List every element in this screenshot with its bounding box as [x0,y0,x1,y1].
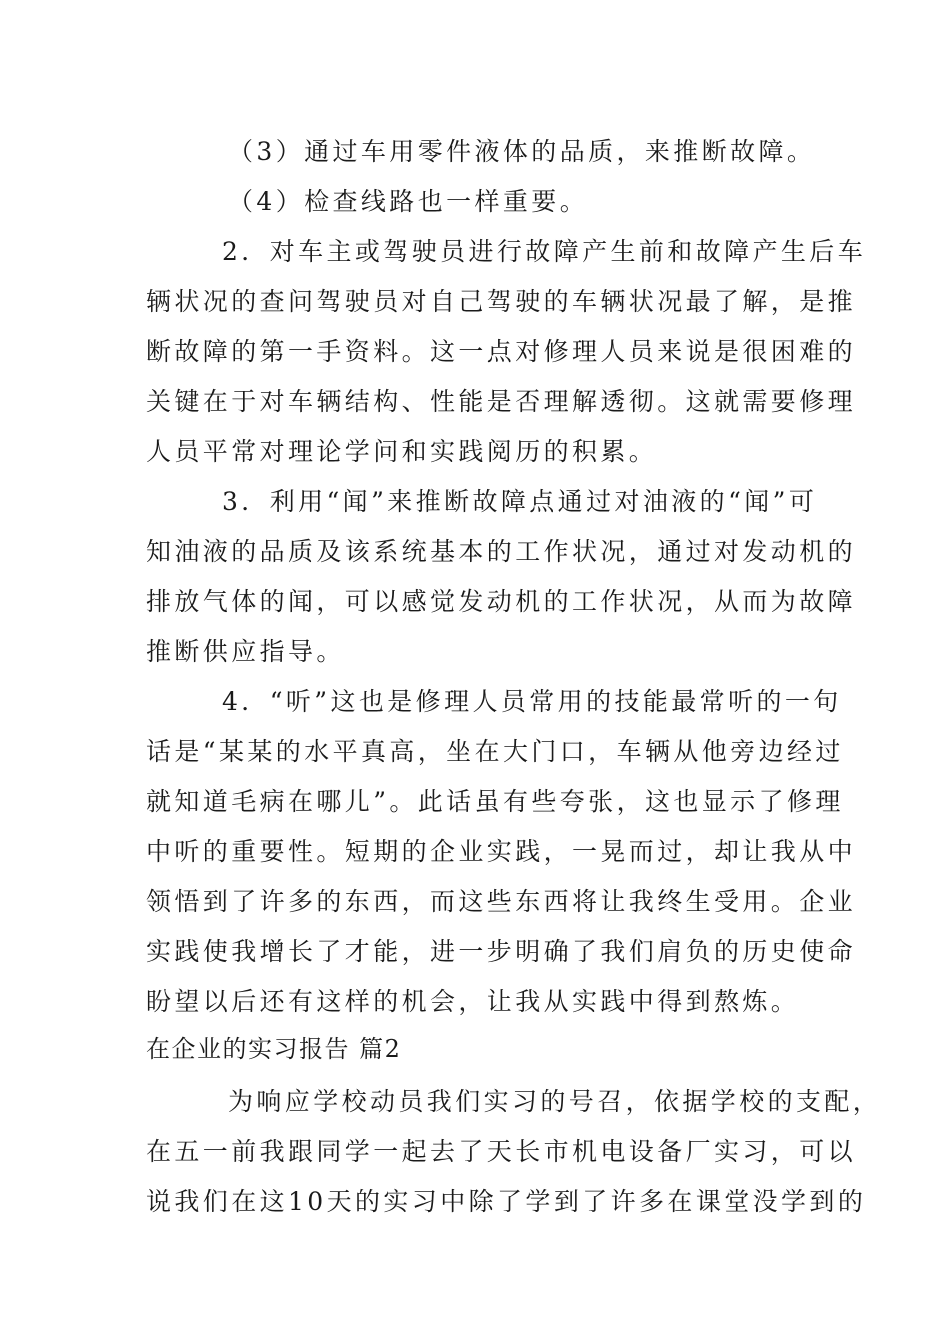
paragraph-5-line-2: 在五一前我跟同学一起去了天长市机电设备厂实习，可以 [146,1137,857,1166]
paragraph-5-line-3: 说我们在这10天的实习中除了学到了许多在课堂没学到的 [146,1187,867,1216]
paragraph-2-line-5: 人员平常对理论学问和实践阅历的积累。 [146,437,658,466]
list-item-3: （3）通过车用零件液体的品质，来推断故障。 [228,137,816,166]
paragraph-3-line-1: 3．利用“闻”来推断故障点通过对油液的“闻”可 [222,487,818,516]
paragraph-3-line-3: 排放气体的闻，可以感觉发动机的工作状况，从而为故障 [146,587,857,616]
paragraph-5-line-1: 为响应学校动员我们实习的号召，依据学校的支配， [228,1087,882,1116]
paragraph-3-line-4: 推断供应指导。 [146,637,345,666]
list-item-4: （4）检查线路也一样重要。 [228,187,589,216]
paragraph-2-line-3: 断故障的第一手资料。这一点对修理人员来说是很困难的 [146,337,857,366]
paragraph-2-line-2: 辆状况的查问驾驶员对自己驾驶的车辆状况最了解，是推 [146,287,857,316]
paragraph-4-line-4: 中听的重要性。短期的企业实践，一晃而过，却让我从中 [146,837,857,866]
paragraph-3-line-2: 知油液的品质及该系统基本的工作状况，通过对发动机的 [146,537,857,566]
paragraph-4-line-7: 盼望以后还有这样的机会，让我从实践中得到熬炼。 [146,987,800,1016]
paragraph-4-line-2: 话是“某某的水平真高，坐在大门口，车辆从他旁边经过 [146,737,844,766]
paragraph-2-line-4: 关键在于对车辆结构、性能是否理解透彻。这就需要修理 [146,387,857,416]
section-heading: 在企业的实习报告 篇2 [146,1035,402,1063]
paragraph-4-line-1: 4．“听”这也是修理人员常用的技能最常听的一句 [222,687,842,716]
paragraph-2-line-1: 2．对车主或驾驶员进行故障产生前和故障产生后车 [222,237,867,266]
paragraph-4-line-5: 领悟到了许多的东西，而这些东西将让我终生受用。企业 [146,887,857,916]
paragraph-4-line-6: 实践使我增长了才能，进一步明确了我们肩负的历史使命 [146,937,857,966]
paragraph-4-line-3: 就知道毛病在哪儿”。此话虽有些夸张，这也显示了修理 [146,787,844,816]
